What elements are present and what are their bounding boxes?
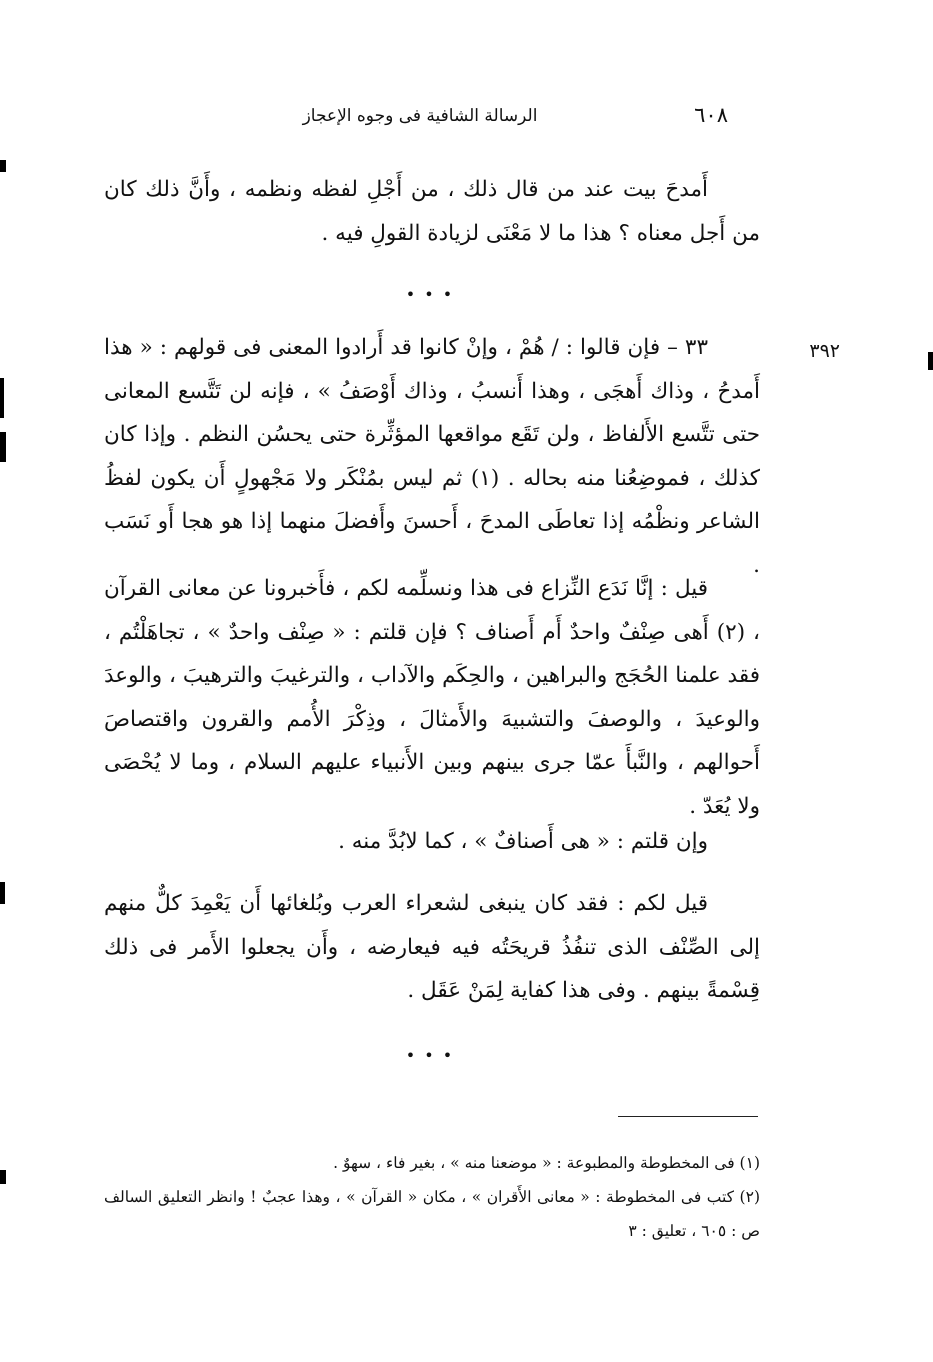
scan-edge-mark	[0, 160, 6, 172]
paragraph-short	[104, 820, 760, 864]
footnote-1: (١) فى المخطوطة والمطبوعة : « موضعنا منه » ، بغير فاء ، سهوٌ .	[333, 1154, 760, 1172]
margin-page-reference: ٣٩٢	[809, 340, 840, 362]
running-header-title: الرسالة الشافية فى وجوه الإعجاز	[302, 106, 538, 126]
scan-edge-mark	[928, 352, 933, 370]
paragraph: وإن قلتم : « هى أَصنافٌ » ، كما لابُدَّ منه .	[338, 829, 708, 854]
paragraph: قيل لكم : فقد كان ينبغى لشعراء العرب وبُلغائها أَن يَعْمِدَ كلٌّ منهم إلى الصِّنْف الذى تنفُذُ قريحَتُه فيه فيعارضه ، وأَن يجعلوا الأَمر فى ذلك قِسْمةً بينهم . وفى هذا كفاية لِمَنْ عَقَل .	[104, 891, 760, 1003]
footnote-divider	[618, 1116, 758, 1117]
paragraph-continuation	[104, 168, 760, 255]
page-number: ٦٠٨	[694, 103, 728, 127]
paragraph: قيل : إنَّا نَدَع النِّزاع فى هذا ونسلِّمه لكم ، فأَخبرونا عن معانى القرآن ، (٢) أَهى صِنْفٌ واحدٌ أَم أَصناف ؟ فإن قلتم : « صِنْف واحدٌ » ، تجاهَلْتُم ، فقد علمنا الحُجَج والبراهين ، والحِكَم والآداب ، والترغيبَ والترهيبَ ، والوعدَ والوعيدَ ، والوصفَ والتشبيهَ والأَمثالَ ، وذِكْرَ الأُمم والقرون واقتصاصَ أَحوالهم ، والنَّبأَ عمّا جرى بينهم وبين الأَنبياء عليهم السلام ، وما لا يُحْصَى ولا يُعَدّ .	[104, 576, 760, 819]
scan-edge-mark	[0, 432, 6, 462]
section-separator: • • •	[405, 285, 455, 304]
footnotes	[104, 1146, 760, 1248]
footnote-2: (٢) كتب فى المخطوطة : « معانى الأَقران » ، مكان « القرآن » ، وهذا عجبٌ ! وانظر التعليق السالف ص : ٦٠٥ ، تعليق : ٣	[104, 1188, 760, 1240]
scan-edge-mark	[0, 1170, 6, 1184]
section-separator: • • •	[405, 1046, 455, 1065]
paragraph: ٣٣ – فإن قالوا : / هُمْ ، وإنْ كانوا قد أَرادوا المعنى فى قولهم : « هذا أَمدحُ ، وذاك أَهجَى ، وهذا أَنسبُ ، وذاك أَوْصَفُ » ، فإنه لن تَتَّسع المعانى حتى تتَّسع الأَلفاظ ، ولن تَقَع مواقعها المؤثِّرة حتى يحسُن النظم . وإذا كان كذلك ، فموضِعُنا منه بحاله . (١) ثم ليس بمُنْكَر ولا مَجْهولٍ أَن يكون لفظُ الشاعر ونظْمُه إذا تعاطَى المدحَ ، أَحسنَ وأَفضلَ منهما إذا هو هجا أَو نَسَب .	[104, 335, 760, 578]
paragraph: أَمدحَ بيت عند من قال ذلك ، من أَجْلِ لفظه ونظمه ، وأَنَّ ذلك كان من أَجل معناه ؟ هذا ما لا مَعْنَى لزيادة القولِ فيه .	[104, 177, 760, 246]
paragraph-reply	[104, 567, 760, 828]
scan-edge-mark	[0, 882, 5, 904]
paragraph-final	[104, 882, 760, 1013]
paragraph-33	[104, 326, 760, 587]
scan-edge-mark	[0, 378, 4, 418]
